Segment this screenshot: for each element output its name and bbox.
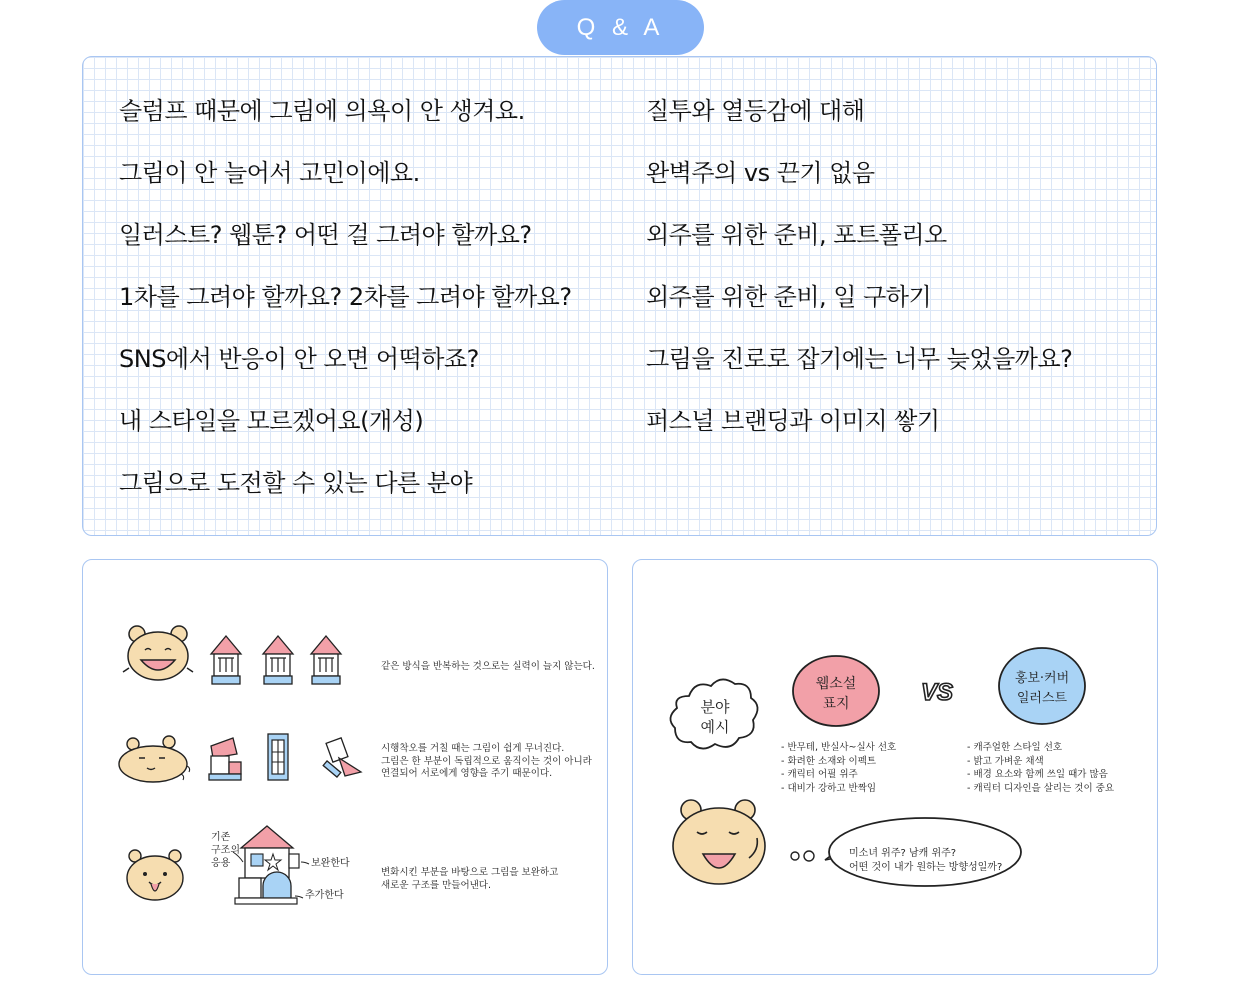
caption-trial-error — [381, 743, 592, 781]
complemented-structure-illustration — [209, 822, 369, 918]
list-item: - 화려한 소재와 이펙트 — [781, 755, 877, 767]
question-item: 그림을 진로로 잡기에는 너무 늦었을까요? — [646, 345, 1073, 373]
thinking-bear-illustration — [669, 798, 769, 890]
question-item: 외주를 위한 준비, 포트폴리오 — [646, 221, 947, 249]
question-item: 질투와 열등감에 대해 — [646, 97, 865, 125]
tall-house-illustration — [265, 732, 291, 784]
caption-line: 시행착오를 거칠 때는 그림이 쉽게 무너진다. — [381, 743, 565, 754]
qa-question-board — [82, 56, 1157, 536]
promo-cover-bubble — [997, 646, 1087, 726]
thought-line: 미소녀 위주? 남캐 위주? — [849, 848, 957, 859]
vs-mark — [915, 676, 959, 706]
webnovel-cover-bubble — [791, 654, 881, 728]
question-list-left — [119, 95, 572, 529]
broken-house-illustration — [207, 736, 243, 782]
question-item: 외주를 위한 준비, 일 구하기 — [646, 283, 932, 311]
cloud-label-illustration — [669, 676, 761, 754]
caption-line: 연결되어 서로에게 영향을 주기 때문이다. — [381, 768, 553, 779]
house-block-illustration — [209, 634, 243, 686]
question-item: 내 스타일을 모르겠어요(개성) — [119, 407, 424, 435]
bubble-label-line: 홍보·커버 — [1014, 671, 1070, 686]
question-item: 그림으로 도전할 수 있는 다른 분야 — [119, 469, 473, 497]
svg-text:VS: VS — [920, 679, 954, 706]
svg-text:응용: 응용 — [211, 858, 231, 869]
question-item: SNS에서 반응이 안 오면 어떡하죠? — [119, 345, 479, 373]
webnovel-feature-list — [781, 741, 896, 795]
happy-bear-illustration — [123, 624, 193, 688]
collapsed-house-illustration — [319, 736, 365, 782]
label-base-structure: 기존 — [211, 832, 231, 843]
question-item: 일러스트? 웹툰? 어떤 걸 그려야 할까요? — [119, 221, 532, 249]
list-item: - 캐릭터 어필 위주 — [781, 769, 858, 780]
excited-bear-illustration — [123, 848, 189, 908]
label-add: 추가한다 — [305, 890, 344, 901]
cloud-label-line: 예시 — [700, 718, 730, 736]
house-block-illustration — [309, 634, 343, 686]
question-item: 완벽주의 vs 끈기 없음 — [646, 159, 875, 187]
list-item: - 대비가 강하고 반짝임 — [781, 782, 877, 794]
question-item: 퍼스널 브랜딩과 이미지 쌓기 — [646, 407, 940, 435]
caption-line: 그림은 한 부분이 독립적으로 움직이는 것이 아니라 — [381, 755, 592, 767]
thought-line: 어떤 것이 내가 원하는 방향성일까? — [849, 862, 1003, 873]
list-item: - 캐릭터 디자인을 살리는 것이 중요 — [967, 782, 1115, 794]
list-item: - 캐주얼한 스타일 선호 — [967, 742, 1063, 753]
question-list-right — [646, 95, 1072, 467]
list-item: - 반무테, 반실사~실사 선호 — [781, 742, 897, 753]
cloud-label-line: 분야 — [700, 698, 730, 716]
field-example-panel — [632, 559, 1158, 975]
question-item: 그림이 안 늘어서 고민이에요. — [119, 159, 420, 187]
list-item: - 밝고 가벼운 채색 — [967, 755, 1044, 767]
thought-text — [849, 847, 1002, 875]
caption-repeat: 같은 방식을 반복하는 것으로는 실력이 늘지 않는다. — [381, 661, 595, 672]
tired-bear-illustration — [117, 736, 193, 784]
bubble-label-line: 웹소설 — [815, 676, 857, 692]
caption-line: 변화시킨 부분을 바탕으로 그림을 보완하고 — [381, 867, 559, 878]
house-block-illustration — [261, 634, 295, 686]
caption-complement — [381, 867, 558, 892]
structure-illustration-panel — [82, 559, 608, 975]
promo-feature-list — [967, 741, 1114, 795]
question-item: 슬럼프 때문에 그림에 의욕이 안 생겨요. — [119, 97, 525, 125]
question-item: 1차를 그려야 할까요? 2차를 그려야 할까요? — [119, 283, 572, 311]
svg-text:구조의: 구조의 — [211, 845, 240, 856]
list-item: - 배경 요소와 함께 쓰일 때가 많음 — [967, 769, 1108, 780]
bubble-label-line: 일러스트 — [1016, 691, 1068, 706]
bubble-label-line: 표지 — [822, 696, 850, 712]
label-complement: 보완한다 — [311, 858, 350, 869]
qa-title-badge: Q & A — [537, 0, 704, 55]
caption-line: 새로운 구조를 만들어낸다. — [381, 879, 492, 891]
